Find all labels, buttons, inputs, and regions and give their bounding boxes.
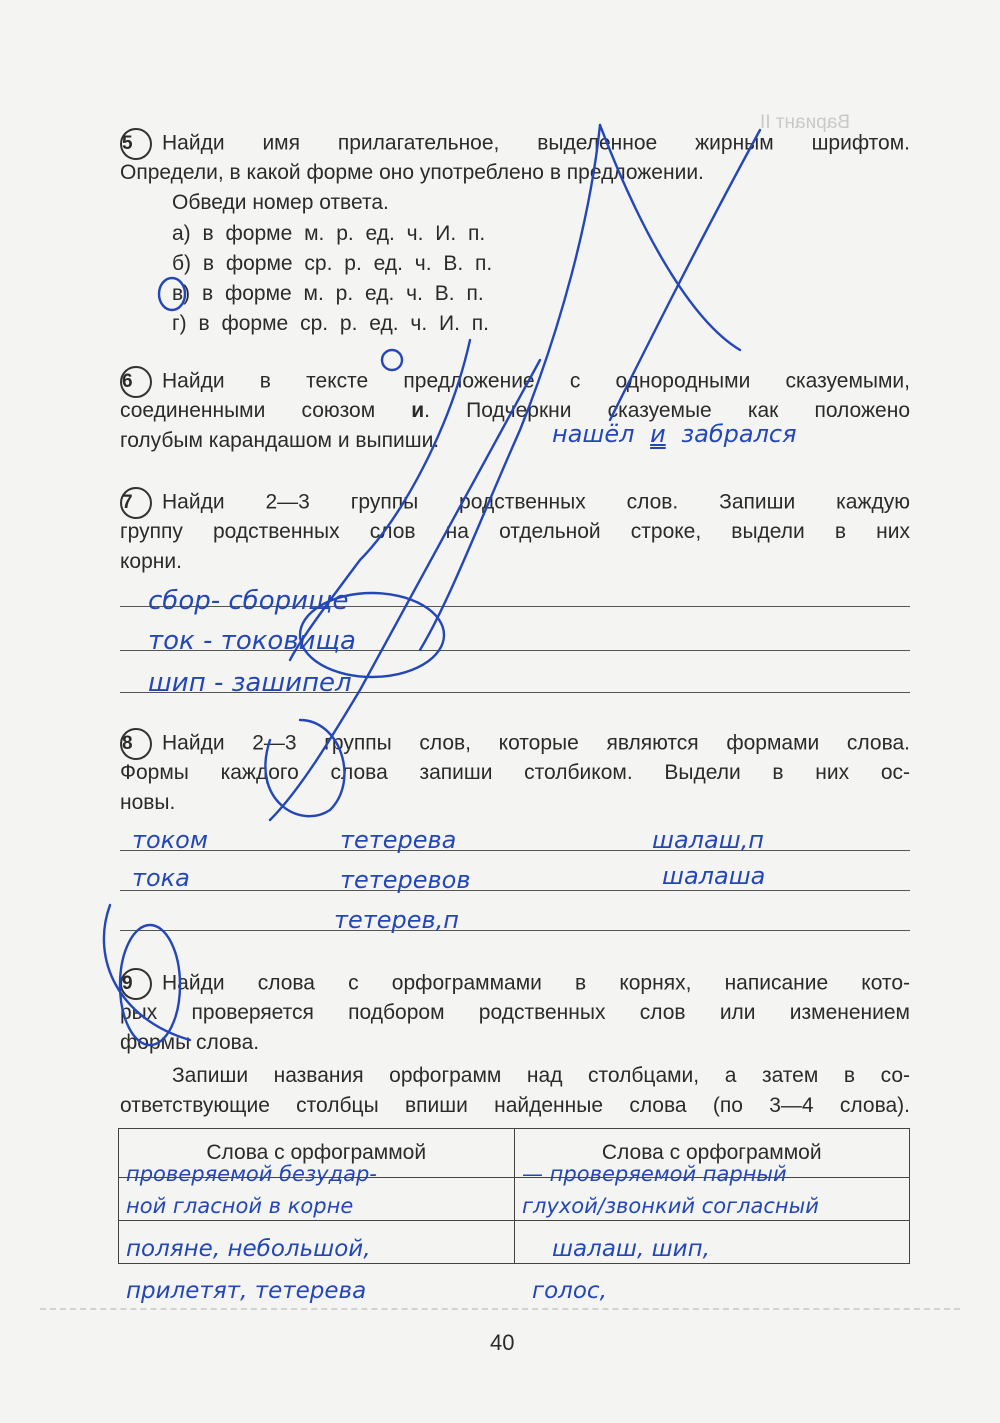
task5-instruction: Обведи номер ответа. — [172, 191, 389, 214]
task7-line1: 7 Найди 2—3 группы родственных слов. Запиши каждую — [120, 487, 910, 519]
task8-col1-1: током — [132, 826, 208, 854]
task8-col2-3: тетерев,п — [334, 906, 459, 934]
task7-line3: корни. — [120, 550, 182, 573]
table-left-words-2: прилетят, тетерева — [126, 1278, 367, 1304]
table-right-title-1: — проверяемой парный — [522, 1162, 787, 1186]
task5-option-b[interactable]: б) в форме ср. р. ед. ч. В. п. — [172, 252, 493, 275]
table-right-words-1: шалаш, шип, — [552, 1236, 710, 1262]
task8-col2-2: тетеревов — [340, 866, 471, 894]
page-number: 40 — [490, 1330, 515, 1355]
task7-line2: группу родственных слов на отдельной строке, выдели в них — [120, 520, 910, 543]
task8-line2: Формы каждого слова запиши столбиком. Выдели в них ос- — [120, 761, 910, 784]
table-left-title-2: ной гласной в корне — [126, 1194, 354, 1218]
task9-line4: Запиши названия орфограмм над столбцами, а затем в со- — [172, 1064, 910, 1087]
task8-col1-2: тока — [132, 864, 190, 892]
answer-line — [120, 930, 910, 931]
task8-col3-1: шалаш,п — [652, 826, 764, 854]
cut-line — [40, 1308, 960, 1310]
task9-number: 9 — [120, 968, 152, 1000]
task8-col2-1: тетерева — [340, 826, 457, 854]
table-right-words-2: голос, — [532, 1278, 607, 1304]
task8-col3-2: шалаша — [662, 862, 766, 890]
task5-option-g[interactable]: г) в форме ср. р. ед. ч. И. п. — [172, 312, 489, 335]
table-header-left: Слова с орфограммой — [119, 1129, 515, 1178]
task9-line5: ответствующие столбцы впиши найденные слова (по 3—4 слова). — [120, 1094, 910, 1117]
task8-line1: 8 Найди 2—3 группы слов, которые являются формами слова. — [120, 728, 910, 760]
task7-answer-1: сбор- сборище — [148, 586, 349, 616]
table-right-title-2: глухой/звонкий согласный — [522, 1194, 819, 1218]
task5-number: 5 — [120, 128, 152, 160]
bleed-through-text: Вариант II — [760, 112, 851, 133]
table-left-title-1: проверяемой безудар- — [126, 1162, 377, 1186]
task9-line3: формы слова. — [120, 1031, 260, 1054]
task7-answer-3: шип - зашипел — [148, 668, 352, 698]
answer-line — [120, 890, 910, 891]
task6-answer: нашёл и забрался — [552, 420, 797, 448]
task9-line2: рых проверяется подбором родственных слов или изменением — [120, 1001, 910, 1024]
task5-option-a[interactable]: а) в форме м. р. ед. ч. И. п. — [172, 222, 486, 245]
task7-number: 7 — [120, 487, 152, 519]
table-left-words-1: поляне, небольшой, — [126, 1236, 371, 1262]
answer-line — [120, 850, 910, 851]
task6-number: 6 — [120, 366, 152, 398]
task6-line2: соединенными союзом и. Подчеркни сказуемые как положено — [120, 399, 910, 422]
task9-line1: 9 Найди слова с орфограммами в корнях, написание кото- — [120, 968, 910, 1000]
task8-number: 8 — [120, 728, 152, 760]
task5-line2: Определи, в какой форме оно употреблено в предложении. — [120, 161, 704, 184]
task7-answer-2: ток - токовища — [148, 626, 356, 656]
task8-line3: новы. — [120, 791, 176, 814]
table-header-right: Слова с орфограммой — [514, 1129, 910, 1178]
task5-option-v[interactable]: в) в форме м. р. ед. ч. В. п. — [172, 282, 484, 305]
task6-line1: 6 Найди в тексте предложение с однородными сказуемыми, — [120, 366, 910, 398]
task6-line3: голубым карандашом и выпиши. — [120, 429, 440, 452]
task5-line1: 5 Найди имя прилагательное, выделенное жирным шрифтом. — [120, 128, 910, 160]
